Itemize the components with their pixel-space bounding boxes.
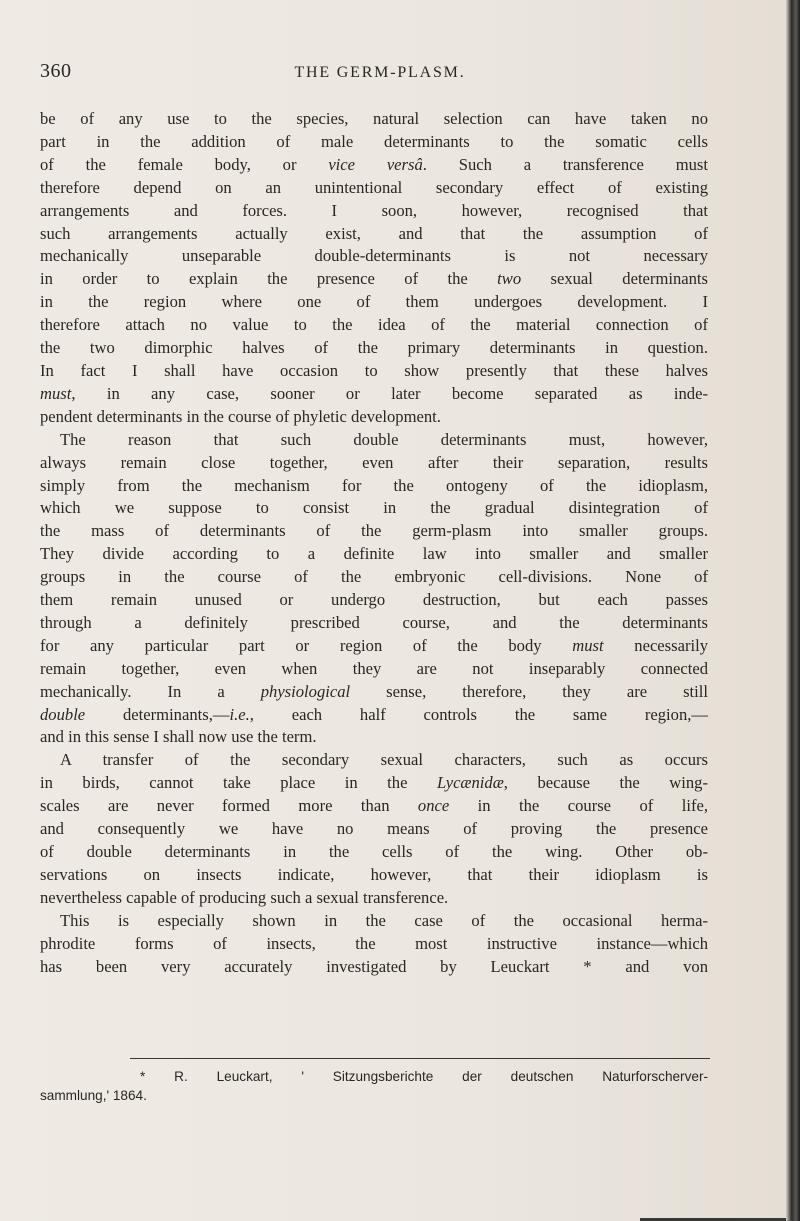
italic-run: must [40,383,72,403]
text-run: of double determinants in the cells of the wing. Other ob- [40,842,708,861]
text-line [40,956,708,979]
text-run: be of any use to the species, natural selection can have taken no [40,109,708,128]
text-line [40,772,708,795]
text-run: sense, therefore, they are still [350,681,708,701]
text-line [40,314,708,337]
text-line [40,383,708,406]
text-run: This is especially shown in the case of the occasional herma- [60,910,708,930]
text-run: mechanically unseparable double-determinants is not necessary [40,246,708,266]
text-run: and in this sense I shall now use the term. [40,727,317,747]
text-run: They divide according to a definite law into smaller and smaller [40,544,708,564]
text-line [40,795,708,818]
text-run: . Such a transference must [422,154,708,174]
text-run: for any particular part or region of the body [40,635,573,655]
body-text [40,108,708,978]
text-run: and consequently we have no means of proving the presence [40,819,708,839]
text-line [40,520,708,543]
text-line [40,452,708,475]
text-run: which we suppose to consist in the gradual disintegration of [40,498,708,518]
text-run: In fact I shall have occasion to show presently that these halves [40,360,708,380]
text-line [40,245,708,268]
text-line [40,131,708,154]
text-run: nevertheless capable of producing such a sexual transference. [40,887,449,907]
page-number: 360 [40,60,72,82]
page-binding-edge [786,0,800,1221]
text-line [40,910,708,933]
page-header [40,60,720,88]
italic-run: double [40,704,86,724]
footnote-line [40,1067,708,1086]
text-run: in the course of life, [449,796,708,816]
text-run: groups in the course of the embryonic cell-divisions. None of [40,567,708,587]
text-run: always remain close together, even after their separation, results [40,452,708,472]
text-line [40,360,708,383]
footnote-line [40,1086,708,1105]
text-line [40,475,708,498]
italic-run: once [417,796,450,816]
italic-run: vice versâ [328,154,423,174]
text-run: servations on insects indicate, however, that their idioplasm is [40,864,708,884]
text-line [40,497,708,520]
text-line [40,635,708,658]
text-line [40,429,708,452]
text-line [40,864,708,887]
italic-run: two [497,269,522,289]
text-line [40,543,708,566]
text-line [40,406,708,429]
text-run: in the region where one of them undergoes development. I [40,292,708,312]
text-run: , in any case, sooner or later become separated as inde- [71,383,708,403]
text-run: in birds, cannot take place in the [40,773,437,793]
text-line [40,726,708,749]
text-run: The reason that such double determinants must, however, [60,429,708,449]
text-run: part in the addition of male determinants to the somatic cells [40,131,708,151]
italic-run: Lycænidæ [436,773,504,793]
text-line [40,749,708,772]
text-line [40,612,708,635]
text-run: sammlung,' 1864. [40,1088,147,1103]
text-run: has been very accurately investigated by Leuckart * and von [40,956,708,976]
running-head: THE GERM-PLASM. [294,64,466,81]
text-run: such arrangements actually exist, and that the assumption of [40,223,708,243]
text-run: * R. Leuckart, ' Sitzungsberichte der deutschen Naturforscherver- [140,1069,708,1084]
text-line [40,681,708,704]
text-run: therefore depend on an unintentional secondary effect of existing [40,177,708,197]
text-line [40,933,708,956]
text-line [40,200,708,223]
text-line [40,658,708,681]
text-run: A transfer of the secondary sexual characters, such as occurs [60,750,708,770]
text-line [40,154,708,177]
footnote-rule [130,1058,710,1059]
text-line [40,337,708,360]
text-run: pendent determinants in the course of phyletic development. [40,406,441,426]
text-line [40,108,708,131]
footnote [40,1067,708,1105]
text-run: the mass of determinants of the germ-plasm into smaller groups. [40,521,708,541]
text-line [40,177,708,200]
text-run: arrangements and forces. I soon, however, recognised that [40,200,708,220]
text-run: scales are never formed more than [40,796,418,816]
text-line [40,704,708,727]
text-run: of the female body, or [40,154,329,174]
text-run: mechanically. In a [40,681,261,701]
text-run: , each half controls the same region,— [249,704,708,724]
text-run: remain together, even when they are not inseparably connected [40,658,708,678]
text-run: them remain unused or undergo destruction, but each passes [40,590,708,610]
text-run: phrodite forms of insects, the most instructive instance—which [40,933,708,953]
text-run: in order to explain the presence of the [40,269,498,289]
text-line [40,818,708,841]
text-run: therefore attach no value to the idea of the material connection of [40,315,708,335]
text-line [40,841,708,864]
text-run: simply from the mechanism for the ontogeny of the idioplasm, [40,475,708,495]
italic-run: physiological [260,681,351,701]
text-line [40,566,708,589]
text-run: the two dimorphic halves of the primary determinants in question. [40,338,708,358]
text-run: , because the wing- [503,773,708,793]
text-line [40,887,708,910]
text-run: through a definitely prescribed course, and the determinants [40,612,708,632]
text-line [40,589,708,612]
text-line [40,268,708,291]
text-line [40,223,708,246]
text-run: necessarily [603,635,708,655]
italic-run: must [572,635,604,655]
text-line [40,291,708,314]
text-run: determinants,— [85,704,230,724]
text-run: sexual determinants [521,269,708,289]
italic-run: i.e. [229,704,250,724]
